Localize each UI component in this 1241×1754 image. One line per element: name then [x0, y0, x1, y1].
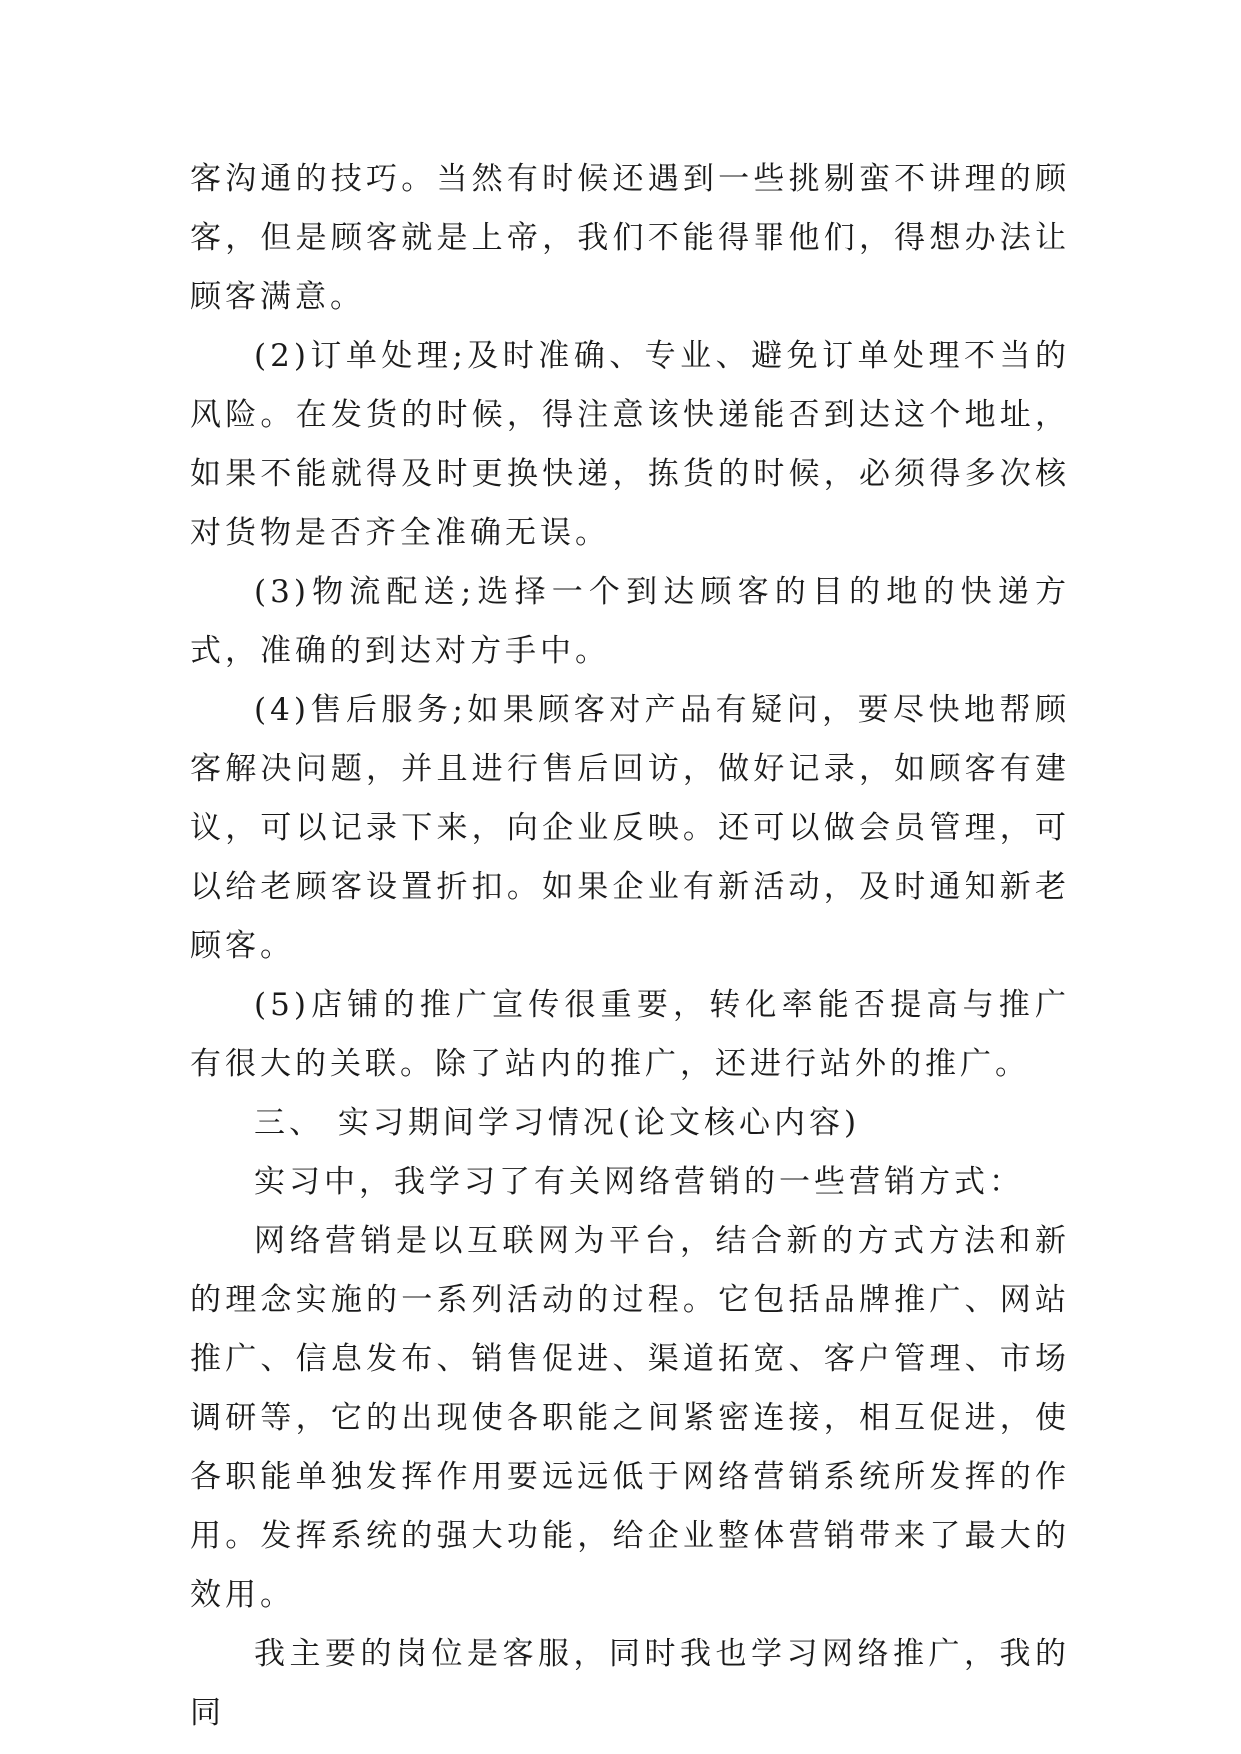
paragraph-logistics: (3)物流配送;选择一个到达顾客的目的地的快递方式，准确的到达对方手中。: [190, 574, 1070, 669]
paragraph-after-sales: (4)售后服务;如果顾客对产品有疑问，要尽快地帮顾客解决问题，并且进行售后回访，做好记录，如顾客有建议，可以记录下来，向企业反映。还可以做会员管理，可以给老顾客设置折扣。如果企业有新活动，及时通知新老顾客。: [190, 692, 1070, 964]
paragraph-order-processing: (2)订单处理;及时准确、专业、避免订单处理不当的风险。在发货的时候，得注意该快递能否到达这个地址，如果不能就得及时更换快递，拣货的时候，必须得多次核对货物是否齐全准确无误。: [190, 338, 1070, 551]
document-body: [190, 150, 1070, 1743]
paragraph-customer-communication: 客沟通的技巧。当然有时候还遇到一些挑剔蛮不讲理的顾客，但是顾客就是上帝，我们不能得罪他们，得想办法让顾客满意。: [190, 161, 1070, 315]
paragraph-internship-intro: 实习中，我学习了有关网络营销的一些营销方式：: [254, 1164, 1024, 1200]
paragraph-main-role: 我主要的岗位是客服，同时我也学习网络推广，我的同: [190, 1636, 1070, 1731]
paragraph-store-promotion: (5)店铺的推广宣传很重要，转化率能否提高与推广有很大的关联。除了站内的推广，还进行站外的推广。: [190, 987, 1070, 1082]
section-heading-3: 三、 实习期间学习情况(论文核心内容): [254, 1105, 861, 1141]
paragraph-network-marketing: 网络营销是以互联网为平台，结合新的方式方法和新的理念实施的一系列活动的过程。它包括品牌推广、网站推广、信息发布、销售促进、渠道拓宽、客户管理、市场调研等，它的出现使各职能之间紧密连接，相互促进，使各职能单独发挥作用要远远低于网络营销系统所发挥的作用。发挥系统的强大功能，给企业整体营销带来了最大的效用。: [190, 1223, 1070, 1613]
